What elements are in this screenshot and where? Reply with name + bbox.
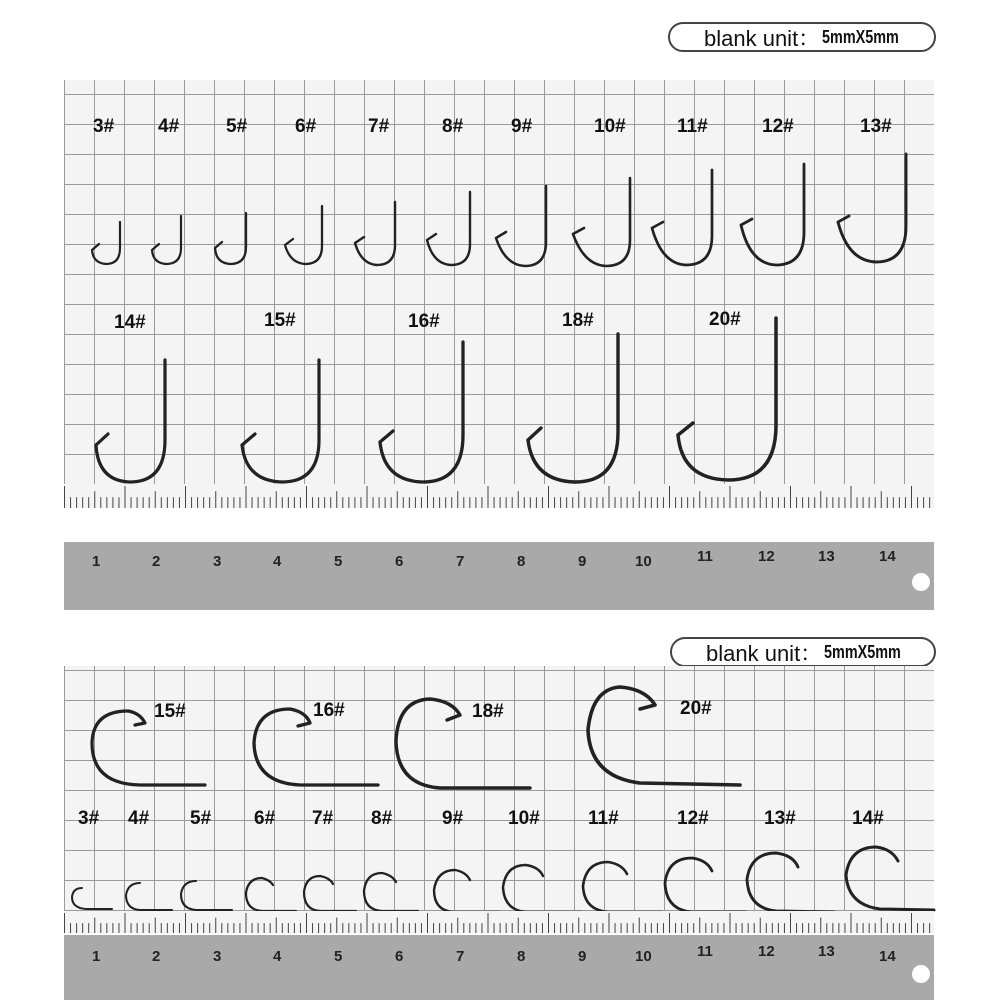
size-label: 8#	[371, 808, 393, 829]
ruler-number: 1	[92, 948, 101, 965]
fish-hook-icon	[96, 360, 165, 482]
fish-hook-icon	[588, 687, 740, 785]
size-label: 4#	[128, 808, 150, 829]
ruler-number: 14	[879, 548, 896, 565]
ruler-number: 3	[213, 553, 222, 570]
fish-hook-icon	[254, 709, 378, 785]
size-label: 3#	[78, 808, 100, 829]
size-label: 5#	[190, 808, 212, 829]
size-label: 3#	[93, 116, 115, 137]
size-label: 13#	[764, 808, 796, 829]
fish-hook-icon	[152, 216, 181, 264]
size-label: 18#	[562, 310, 594, 331]
fish-hook-icon	[496, 186, 546, 266]
ruler-ticks-top	[64, 484, 934, 508]
size-label: 10#	[508, 808, 540, 829]
ruler-number: 9	[578, 948, 587, 965]
size-label: 12#	[762, 116, 794, 137]
bottom-panel	[0, 625, 1000, 1000]
ruler-number: 7	[456, 948, 465, 965]
ruler-number: 1	[92, 553, 101, 570]
ruler-number: 12	[758, 548, 775, 565]
fish-hook-icon	[665, 858, 746, 912]
badge-unit: 5mmX5mm	[824, 641, 902, 662]
ruler-number: 11	[697, 943, 713, 960]
fish-hook-icon	[652, 170, 712, 265]
fish-hook-icon	[242, 360, 319, 482]
size-label: 4#	[158, 116, 180, 137]
fish-hook-icon	[380, 342, 463, 482]
size-label: 12#	[677, 808, 709, 829]
size-label: 16#	[313, 700, 345, 721]
ruler-number: 14	[879, 948, 896, 965]
ruler-number: 3	[213, 948, 222, 965]
fish-hook-icon	[747, 853, 834, 912]
size-label: 15#	[264, 310, 296, 331]
size-label: 13#	[860, 116, 892, 137]
ruler-number: 13	[818, 943, 835, 960]
fish-hook-icon	[503, 865, 582, 912]
ruler-bar-bottom	[64, 935, 934, 1000]
fish-hook-icon	[364, 873, 418, 911]
size-label: 7#	[312, 808, 334, 829]
size-label: 11#	[677, 116, 708, 137]
badge-unit: 5mmX5mm	[822, 26, 900, 47]
size-label: 11#	[588, 808, 619, 829]
ruler-number: 6	[395, 553, 404, 570]
size-label: 20#	[680, 698, 712, 719]
fish-hook-icon	[838, 154, 906, 262]
ruler-number: 8	[517, 553, 526, 570]
fish-hook-icon	[215, 213, 246, 264]
size-label: 16#	[408, 311, 440, 332]
fish-hook-icon	[741, 164, 804, 265]
ruler-number: 5	[334, 553, 343, 570]
ruler-number: 12	[758, 943, 775, 960]
size-label: 5#	[226, 116, 248, 137]
ruler-number: 9	[578, 553, 587, 570]
ruler-number: 2	[152, 948, 161, 965]
fish-hook-icon	[355, 202, 395, 265]
fish-hook-icon	[246, 878, 296, 911]
size-label: 8#	[442, 116, 464, 137]
ruler-number: 8	[517, 948, 526, 965]
ruler-hole	[912, 573, 930, 591]
badge-text: blank unit：	[704, 25, 821, 51]
ruler-hole	[912, 965, 930, 983]
size-label: 7#	[368, 116, 390, 137]
fish-hook-icon	[573, 178, 630, 266]
size-label: 18#	[472, 701, 504, 722]
fish-hook-icon	[92, 222, 120, 264]
fish-hook-icon	[528, 334, 618, 482]
size-label: 20#	[709, 309, 741, 330]
fish-hook-icon	[846, 847, 934, 910]
badge-text: blank unit：	[706, 640, 823, 666]
ruler-number: 10	[635, 553, 652, 570]
fish-hook-icon	[396, 699, 530, 788]
size-label: 14#	[114, 312, 146, 333]
ruler-number: 10	[635, 948, 652, 965]
fish-hook-icon	[92, 711, 205, 785]
size-label: 14#	[852, 808, 884, 829]
ruler-number: 5	[334, 948, 343, 965]
fish-hook-icon	[181, 881, 232, 910]
fish-hook-icon	[285, 206, 322, 264]
ruler-number: 7	[456, 553, 465, 570]
size-label: 9#	[511, 116, 533, 137]
ruler-number: 2	[152, 553, 161, 570]
size-label: 10#	[594, 116, 626, 137]
size-label: 15#	[154, 701, 186, 722]
ruler-number: 6	[395, 948, 404, 965]
fish-hook-icon	[583, 862, 662, 912]
size-label: 9#	[442, 808, 464, 829]
size-label: 6#	[254, 808, 276, 829]
ruler-bar-top	[64, 542, 934, 610]
fish-hook-icon	[72, 888, 112, 909]
fish-hook-icon	[678, 318, 776, 480]
ruler-number: 4	[273, 553, 282, 570]
fish-hook-icon	[427, 192, 470, 265]
fish-hook-icon	[434, 870, 500, 912]
fish-hook-icon	[126, 883, 172, 910]
fish-hook-icon	[304, 876, 356, 911]
ruler-number: 11	[697, 548, 713, 565]
ruler-number: 4	[273, 948, 282, 965]
size-label: 6#	[295, 116, 317, 137]
ruler-number: 13	[818, 548, 835, 565]
ruler-ticks-bottom	[64, 911, 934, 933]
